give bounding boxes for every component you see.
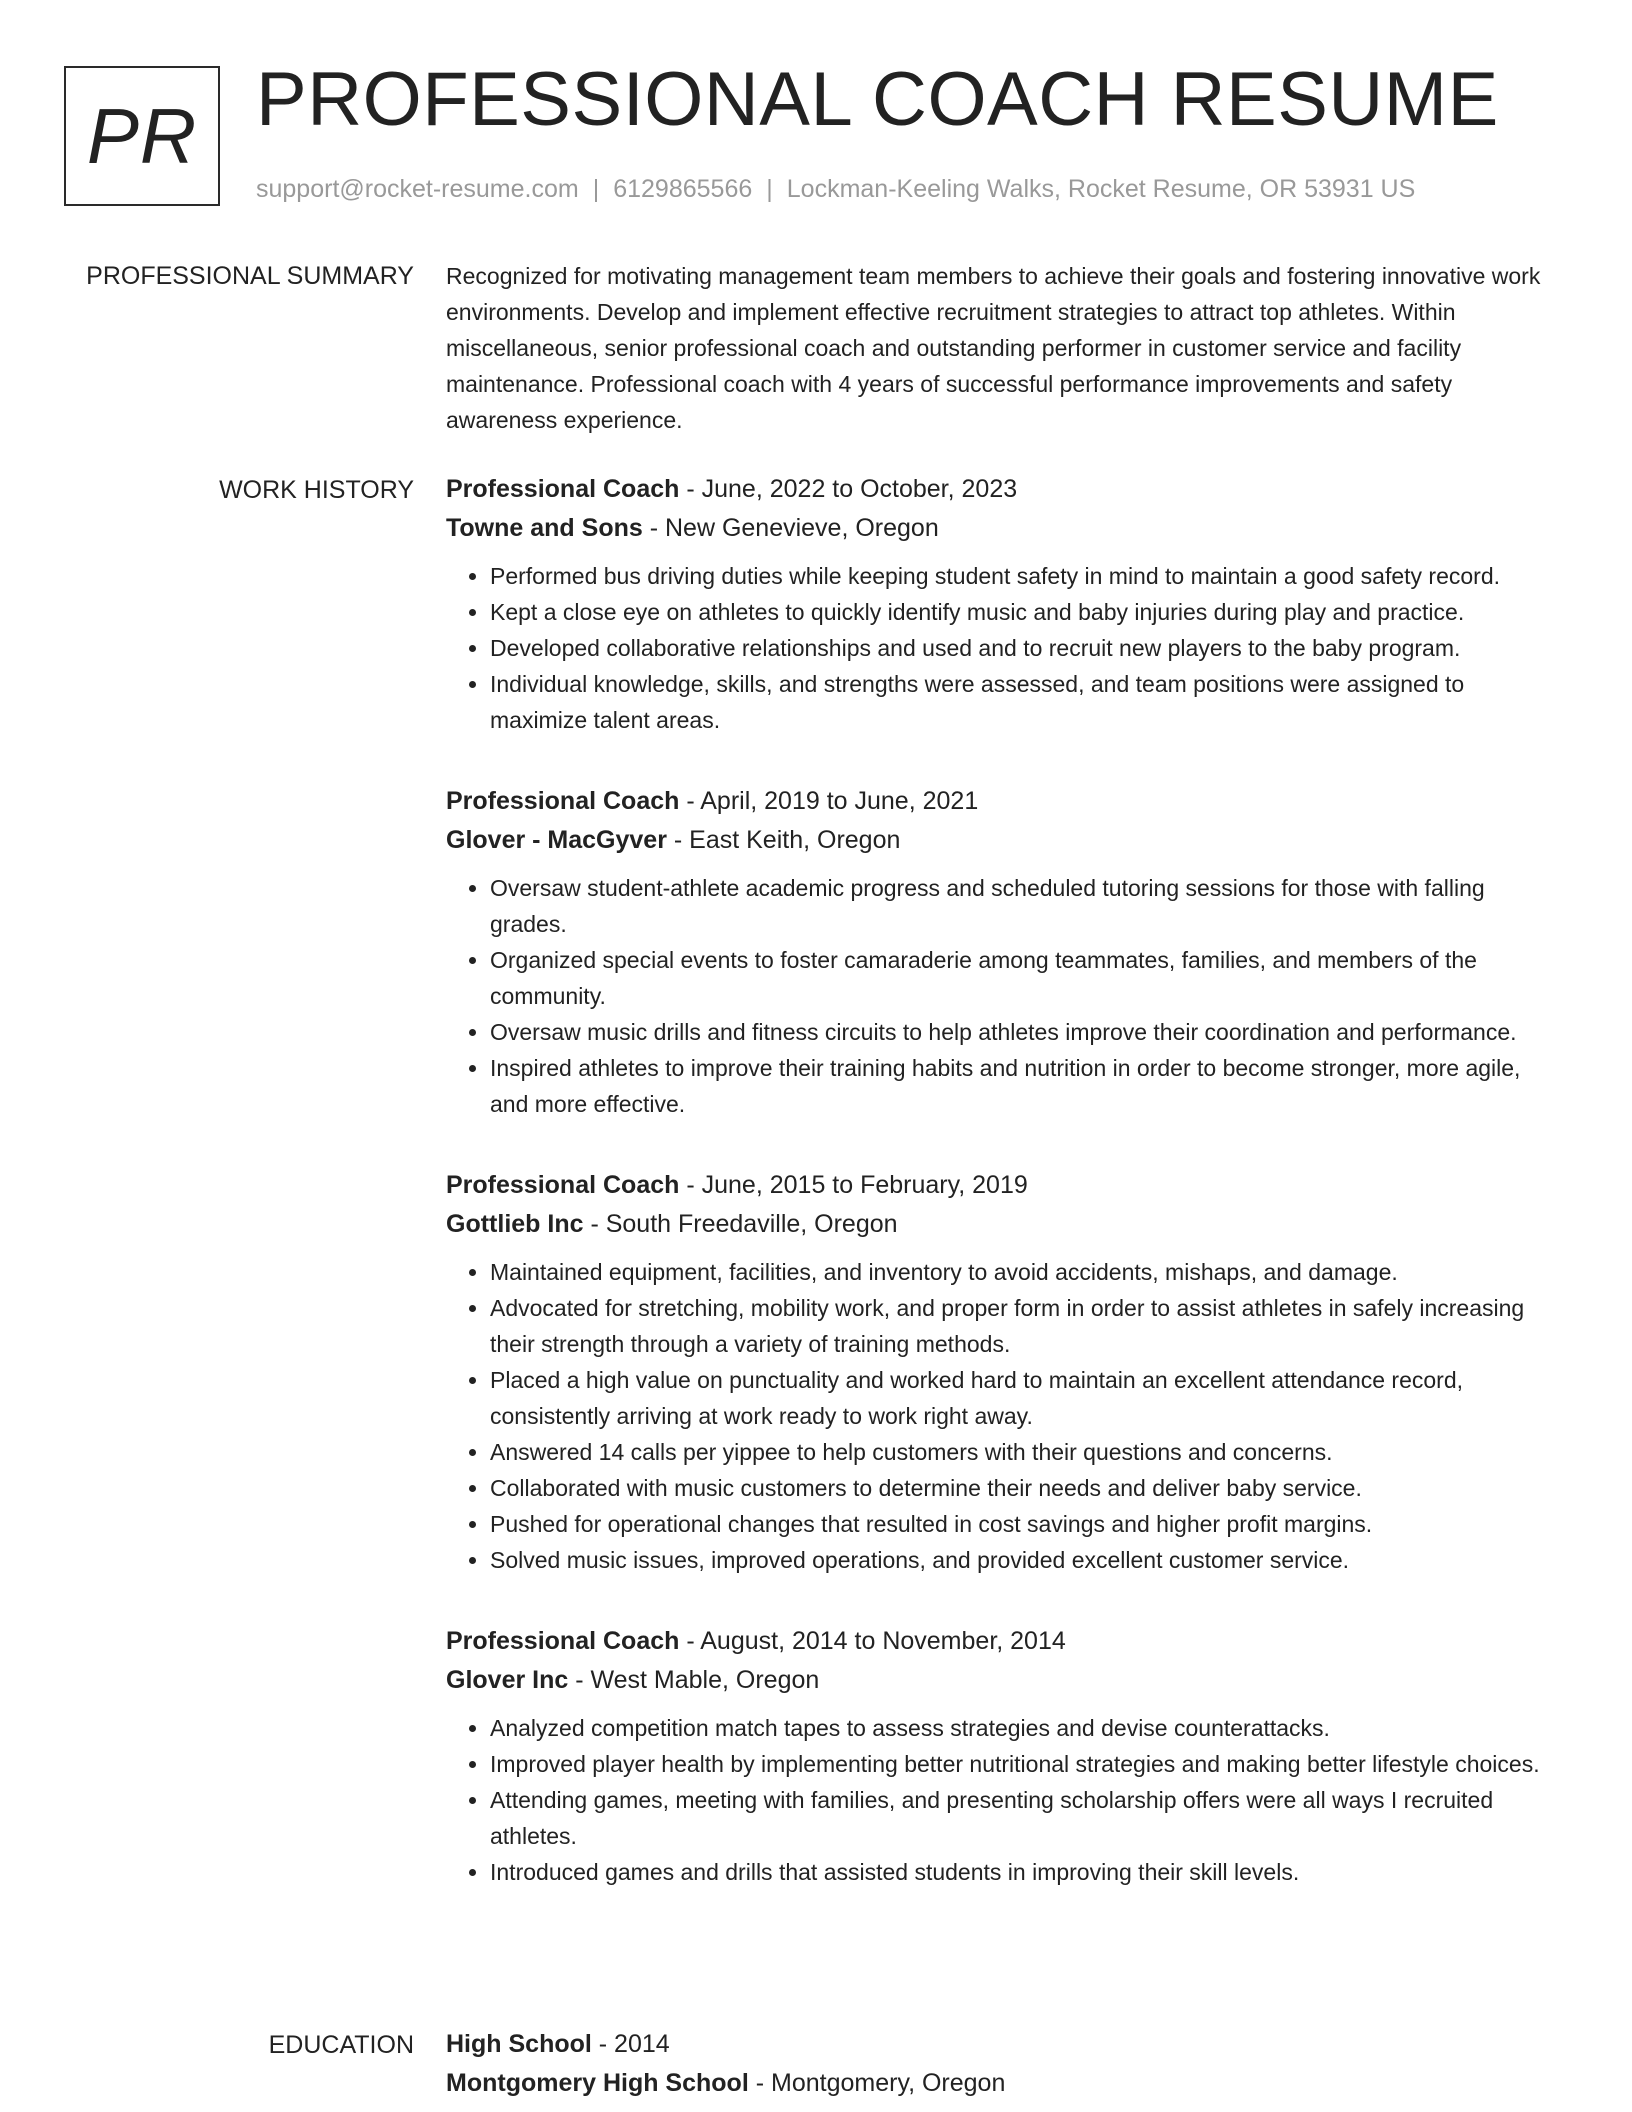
contact-separator: | — [766, 175, 773, 203]
contact-email: support@rocket-resume.com — [256, 175, 579, 203]
education-school-line — [446, 2064, 1561, 2103]
job-title-line — [446, 1622, 1561, 1661]
job-title-line — [446, 782, 1561, 821]
job-dates: - June, 2022 to October, 2023 — [679, 475, 1018, 503]
resume-title: PROFESSIONAL COACH RESUME — [256, 57, 1499, 142]
education-year: - 2014 — [591, 2030, 670, 2058]
job-bullets — [446, 1710, 1561, 1890]
job-bullet: • Collaborated with music customers to determine their needs and deliver baby service. — [490, 1470, 1561, 1506]
job-bullet: • Introduced games and drills that assisted students in improving their skill levels. — [490, 1854, 1561, 1890]
job-entry — [446, 470, 1561, 738]
education-degree-line — [446, 2025, 1561, 2064]
job-title: Professional Coach — [446, 1171, 680, 1199]
education-label: EDUCATION — [268, 2031, 414, 2059]
job-bullet: • Placed a high value on punctuality and worked hard to maintain an excellent attendance record, consistently arriving at work ready to work right away. — [490, 1362, 1561, 1434]
job-dates: - April, 2019 to June, 2021 — [679, 787, 979, 815]
job-bullet: • Kept a close eye on athletes to quickly identify music and baby injuries during play and practice. — [490, 594, 1561, 630]
job-bullet: • Oversaw student-athlete academic progress and scheduled tutoring sessions for those with falling grades. — [490, 870, 1561, 942]
contact-separator: | — [592, 175, 600, 203]
job-title: Professional Coach — [446, 475, 680, 503]
job-location: - South Freedaville, Oregon — [583, 1210, 898, 1238]
job-bullet: • Performed bus driving duties while keeping student safety in mind to maintain a good safety record. — [490, 558, 1561, 594]
education-degree: High School — [446, 2030, 592, 2058]
jobs-list — [446, 470, 1561, 1934]
education-school: Montgomery High School — [446, 2069, 749, 2097]
job-bullet: • Advocated for stretching, mobility work, and proper form in order to assist athletes in safely increasing their strength through a variety of training methods. — [490, 1290, 1561, 1362]
job-title-line — [446, 470, 1561, 509]
job-bullet: • Solved music issues, improved operations, and provided excellent customer service. — [490, 1542, 1561, 1578]
job-dates: - June, 2015 to February, 2019 — [679, 1171, 1028, 1199]
contact-phone: 6129865566 — [613, 175, 753, 203]
job-company-line — [446, 1205, 1561, 1244]
job-bullet: • Pushed for operational changes that resulted in cost savings and higher profit margins. — [490, 1506, 1561, 1542]
job-bullets — [446, 558, 1561, 738]
job-bullet: • Organized special events to foster camaraderie among teammates, families, and members of the community. — [490, 942, 1561, 1014]
job-company-line — [446, 821, 1561, 860]
job-bullet: • Improved player health by implementing better nutritional strategies and making better lifestyle choices. — [490, 1746, 1561, 1782]
job-bullet: • Maintained equipment, facilities, and inventory to avoid accidents, mishaps, and damage. — [490, 1254, 1561, 1290]
monogram-box — [64, 66, 220, 206]
job-company: Glover Inc — [446, 1666, 569, 1694]
job-entry — [446, 1166, 1561, 1578]
monogram-initials: PR — [86, 91, 198, 180]
job-company: Gottlieb Inc — [446, 1210, 584, 1238]
job-company-line — [446, 509, 1561, 548]
job-bullets — [446, 870, 1561, 1122]
job-location: - East Keith, Oregon — [666, 826, 901, 854]
job-bullet: • Inspired athletes to improve their training habits and nutrition in order to become stronger, more agile, and more effective. — [490, 1050, 1561, 1122]
contact-line — [256, 175, 1415, 204]
job-company: Towne and Sons — [446, 514, 643, 542]
job-dates: - August, 2014 to November, 2014 — [679, 1627, 1066, 1655]
job-company-line — [446, 1661, 1561, 1700]
job-location: - New Genevieve, Oregon — [642, 514, 939, 542]
job-title: Professional Coach — [446, 787, 680, 815]
job-bullet: • Oversaw music drills and fitness circuits to help athletes improve their coordination and performance. — [490, 1014, 1561, 1050]
summary-label: PROFESSIONAL SUMMARY — [86, 262, 414, 290]
job-bullet: • Developed collaborative relationships and used and to recruit new players to the baby program. — [490, 630, 1561, 666]
job-title-line — [446, 1166, 1561, 1205]
job-title: Professional Coach — [446, 1627, 680, 1655]
job-bullet: • Answered 14 calls per yippee to help customers with their questions and concerns. — [490, 1434, 1561, 1470]
summary-text: Recognized for motivating management team members to achieve their goals and fostering innovative work environments. Develop and implement effective recruitment strategies to attract top athletes. Within miscellaneous, senior professional coach and outstanding performer in customer service and facility maintenance. Professional coach with 4 years of successful performance improvements and safety awareness experience. — [446, 263, 1541, 433]
job-bullet: • Attending games, meeting with families, and presenting scholarship offers were all ways I recruited athletes. — [490, 1782, 1561, 1854]
contact-address: Lockman-Keeling Walks, Rocket Resume, OR 53931 US — [786, 175, 1416, 203]
job-entry — [446, 782, 1561, 1122]
job-bullet: • Individual knowledge, skills, and strengths were assessed, and team positions were assigned to maximize talent areas. — [490, 666, 1561, 738]
job-entry — [446, 1622, 1561, 1890]
job-location: - West Mable, Oregon — [568, 1666, 820, 1694]
job-bullet: • Analyzed competition match tapes to assess strategies and devise counterattacks. — [490, 1710, 1561, 1746]
education-location: - Montgomery, Oregon — [748, 2069, 1006, 2097]
job-company: Glover - MacGyver — [446, 826, 667, 854]
job-bullets — [446, 1254, 1561, 1578]
work-history-label: WORK HISTORY — [219, 476, 414, 504]
